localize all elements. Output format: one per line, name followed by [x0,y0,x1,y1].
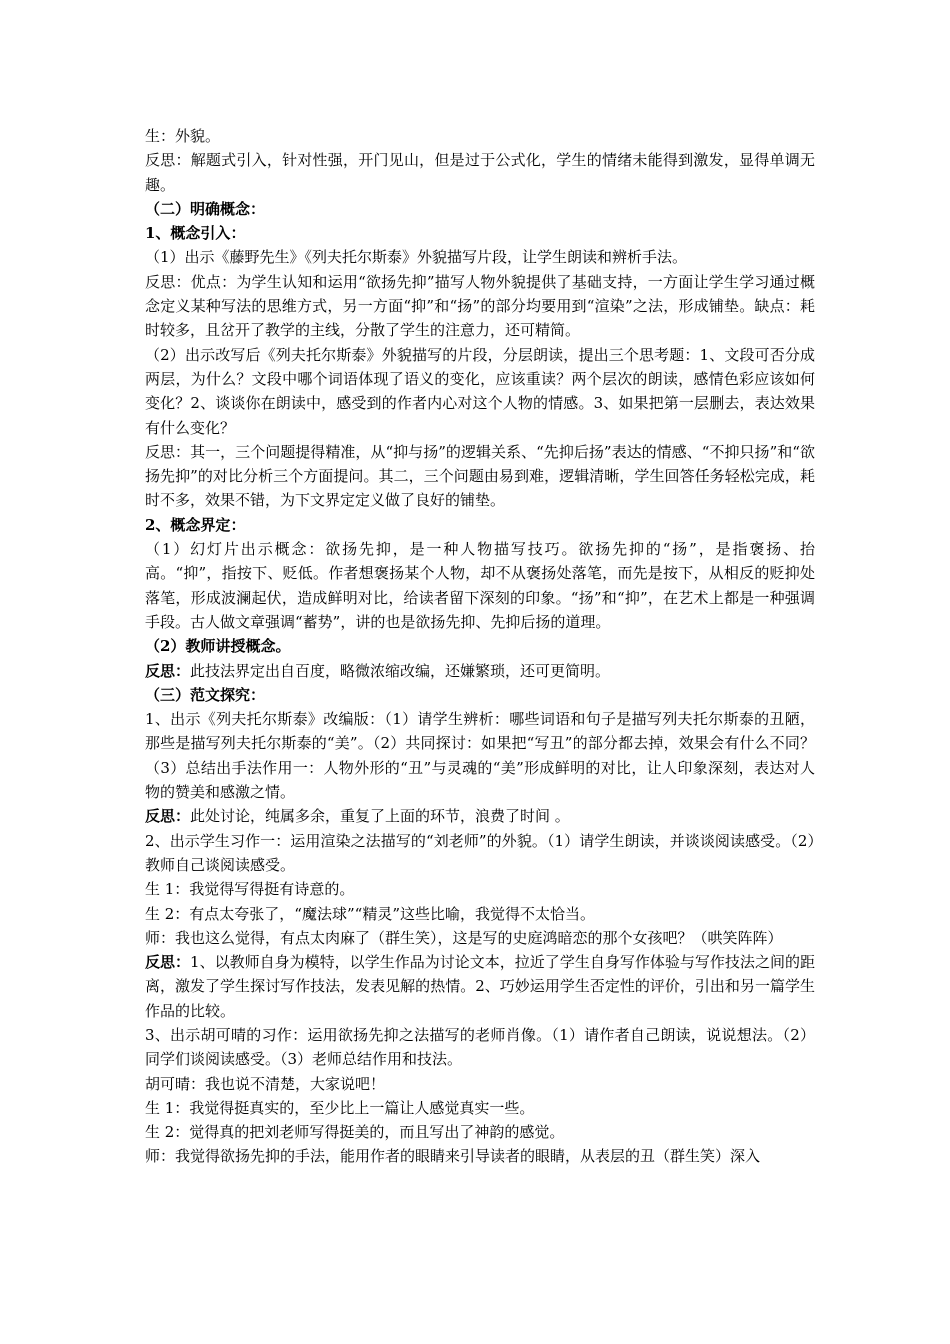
subsection-heading: 2、概念界定： [145,515,246,534]
dialogue-line: 生 1：我觉得挺真实的，至少比上一篇让人感觉真实一些。 [145,1098,535,1117]
dialogue-line: 生 2：有点太夸张了，“魔法球”“精灵”这些比喻，我觉得不太恰当。 [145,904,595,923]
reflection-lead: 反思： [145,661,191,680]
body-paragraph: （1）幻灯片出示概念：欲扬先抑，是一种人物描写技巧。欲扬先抑的“扬”，是指褒扬、抬高。“抑”，指按下、贬低。作者想褒扬某个人物，却不从褒扬处落笔，而先是按下，从相反的贬抑处落笔，形成波澜起伏，造成鲜明对比，给读者留下深刻的印象。“扬”和“抑”，在艺术上都是一种强调手段。古人做文章强调“蓄势”，讲的也是欲扬先抑、先抑后扬的道理。 [145,540,815,631]
body-paragraph: （1）出示《藤野先生》《列夫托尔斯泰》外貌描写片段，让学生朗读和辨析手法。 [145,248,688,267]
dialogue-line: 师：我觉得欲扬先抑的手法，能用作者的眼睛来引导读者的眼睛，从表层的丑（群生笑）深入 [145,1147,761,1166]
reflection-text: 1、以教师自身为模特，以学生作品为讨论文本，拉近了学生自身写作体验与写作技法之间的距离，激发了学生探讨写作技法，发表见解的热情。2、巧妙运用学生否定性的评价，引出和另一篇学生作品的比较。 [145,953,815,1020]
reflection-paragraph: 反思：优点：为学生认知和运用“欲扬先抑”描写人物外貌提供了基础支持，一方面让学生学习通过概念定义某种写法的思维方式，另一方面“抑”和“扬”的部分均要用到“渲染”之法，形成铺垫。缺点：耗时较多，且岔开了教学的主线，分散了学生的注意力，还可精简。 [145,272,815,340]
body-paragraph: 3、出示胡可晴的习作：运用欲扬先抑之法描写的老师肖像。（1）请作者自己朗读，说说想法。（2）同学们谈阅读感受。（3）老师总结作用和技法。 [145,1025,815,1069]
reflection-paragraph [145,804,815,828]
document-page [145,124,815,1169]
reflection-paragraph [145,950,815,1023]
reflection-lead: 反思： [145,807,191,826]
section-heading: （三）范文探究： [145,685,266,704]
subsection-heading: 1、概念引入： [145,224,246,243]
dialogue-line: 师：我也这么觉得，有点太肉麻了（群生笑），这是写的史庭鸿暗恋的那个女孩吧？（哄笑阵阵） [145,928,783,947]
reflection-lead: 反思： [145,953,191,972]
reflection-text: 此处讨论，纯属多余，重复了上面的环节，浪费了时间 。 [190,807,570,826]
section-heading: （二）明确概念： [145,199,266,218]
reflection-paragraph: 反思：其一，三个问题提得精准，从“抑与扬”的逻辑关系、“先抑后扬”表达的情感、“不抑只扬”和“欲扬先抑”的对比分析三个方面提问。其二，三个问题由易到难，逻辑清晰，学生回答任务轻松完成，耗时不多，效果不错，为下文界定定义做了良好的铺垫。 [145,442,815,510]
reflection-text: 此技法界定出自百度，略微浓缩改编，还嫌繁琐，还可更简明。 [190,661,611,680]
dialogue-line: 生 2：觉得真的把刘老师写得挺美的，而且写出了神韵的感觉。 [145,1123,565,1142]
body-paragraph: 2、出示学生习作一：运用渲染之法描写的“刘老师”的外貌。（1）请学生朗读，并谈谈阅读感受。（2）教师自己谈阅读感受。 [145,831,815,874]
body-paragraph: 1、出示《列夫托尔斯泰》改编版：（1）请学生辨析：哪些词语和句子是描写列夫托尔斯泰的丑陋，那些是描写列夫托尔斯泰的“美”。（2）共同探讨：如果把“写丑”的部分都去掉，效果会有什么不同？（3）总结出手法作用一：人物外形的“丑”与灵魂的“美”形成鲜明的对比，让人印象深刻，表达对人物的赞美和感激之情。 [145,710,815,802]
reflection-paragraph [145,659,815,683]
reflection-paragraph: 反思：解题式引入，针对性强，开门见山，但是过于公式化，学生的情绪未能得到激发，显得单调无趣。 [145,151,815,194]
body-paragraph: （2）出示改写后《列夫托尔斯泰》外貌描写的片段，分层朗读，提出三个思考题：1、文段可否分成两层，为什么？文段中哪个词语体现了语义的变化，应该重读？两个层次的朗读，感情色彩应该如何变化？2、谈谈你在朗读中，感受到的作者内心对这个人物的情感。3、如果把第一层删去，表达效果有什么变化？ [145,345,815,437]
dialogue-line: 生：外貌。 [145,127,221,145]
dialogue-line: 胡可晴：我也说不清楚，大家说吧！ [145,1074,386,1093]
subsection-heading: （2）教师讲授概念。 [145,637,291,656]
dialogue-line: 生 1：我觉得写得挺有诗意的。 [145,880,355,899]
